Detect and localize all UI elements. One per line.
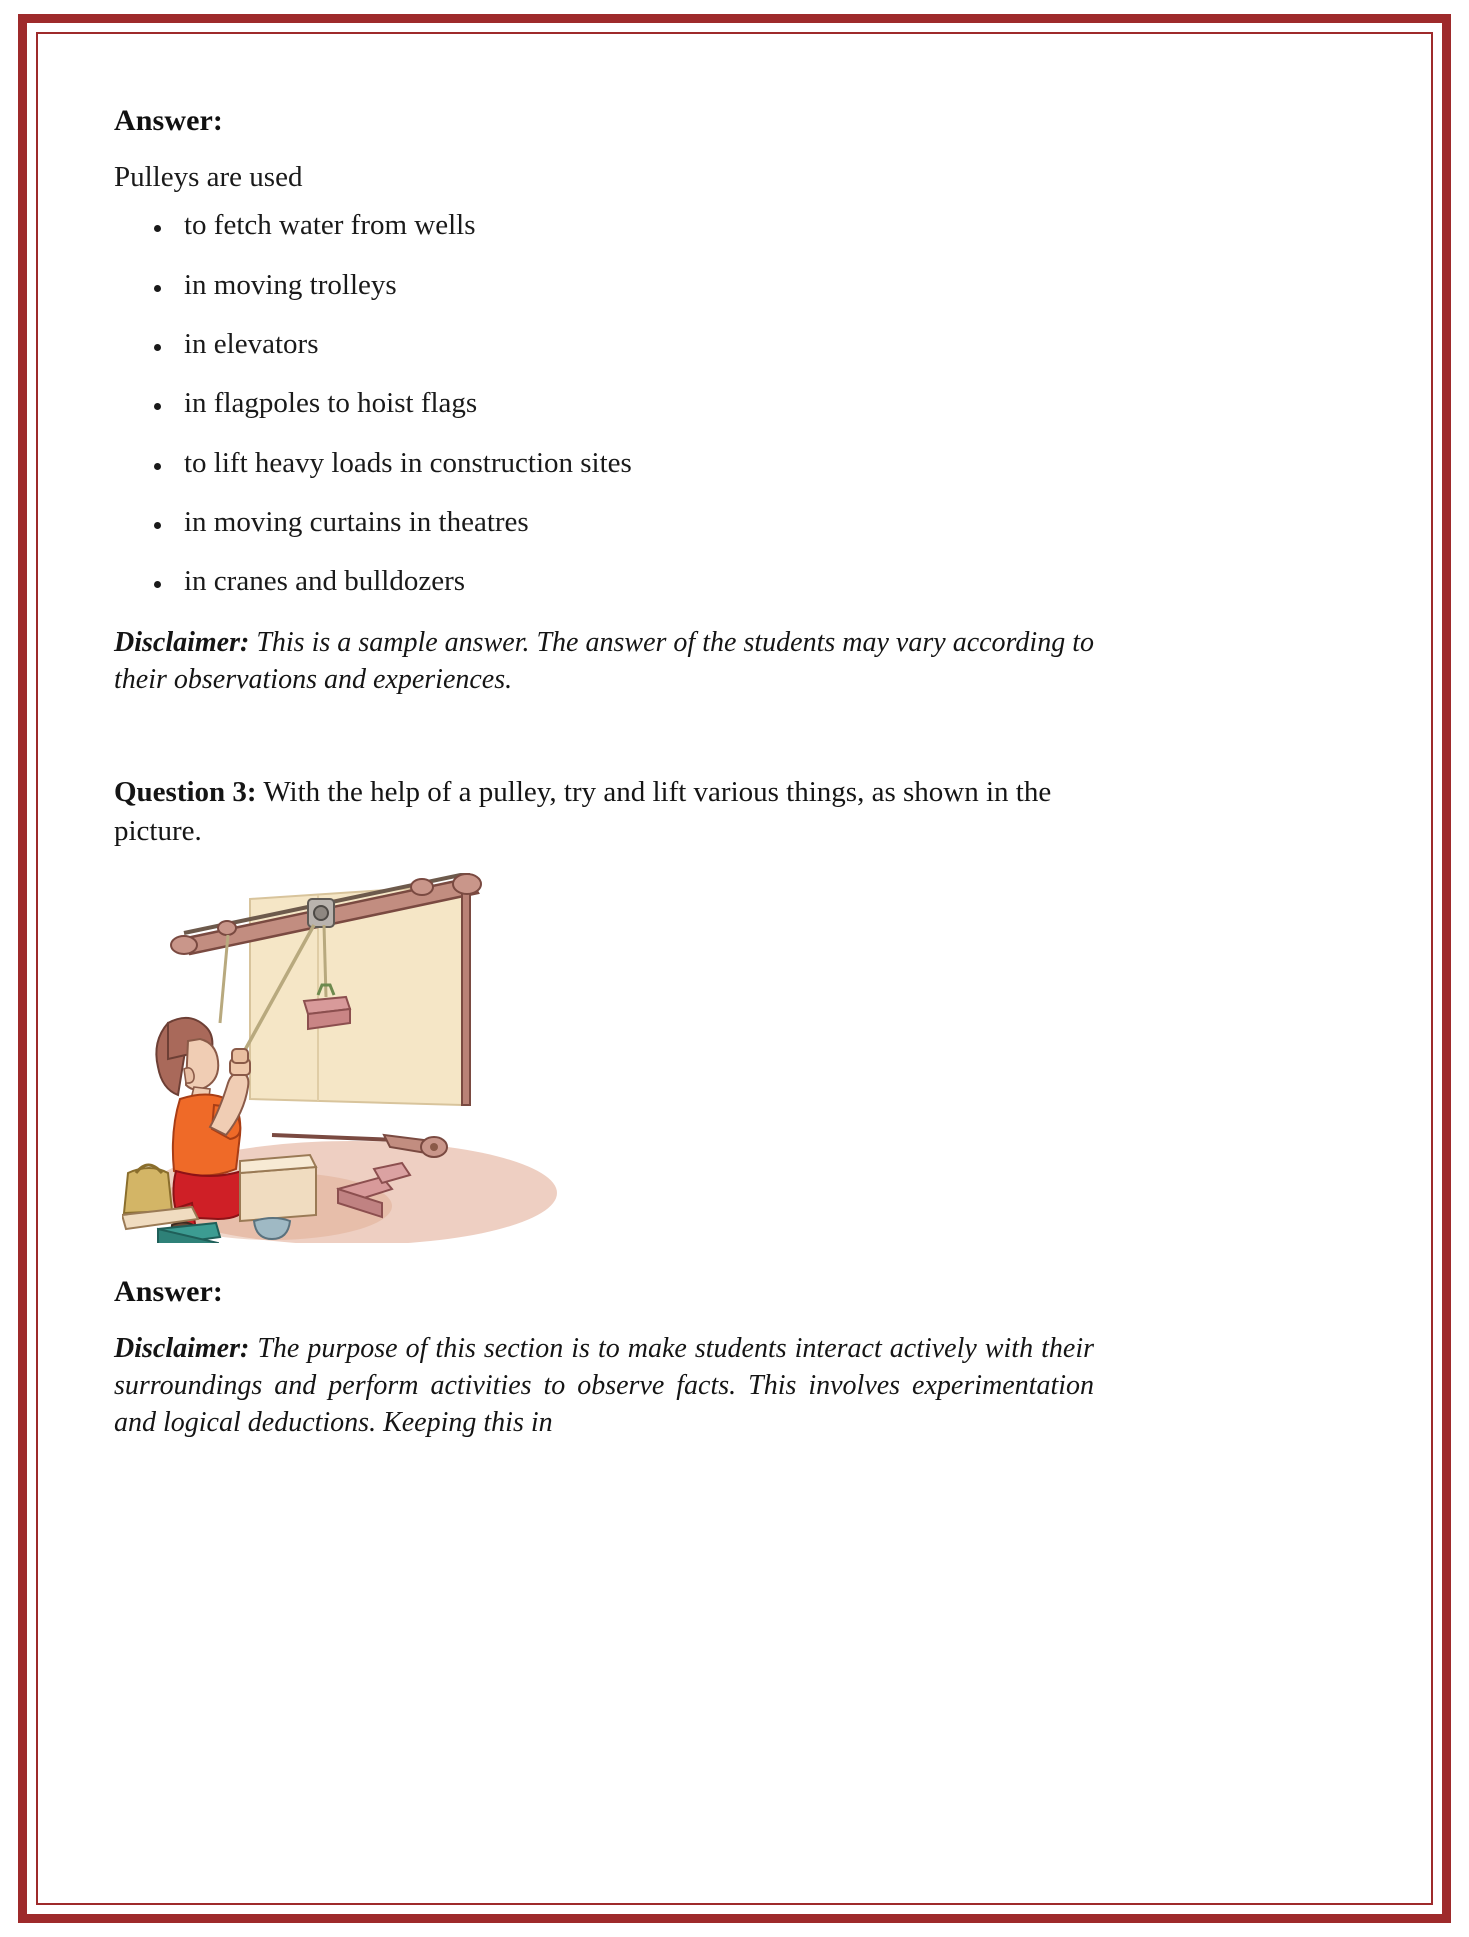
disclaimer-label: Disclaimer: [114, 626, 250, 658]
list-item-label: in elevators [184, 328, 319, 361]
list-item-label: in cranes and bulldozers [184, 565, 466, 598]
list-item-label: in flagpoles to hoist flags [184, 387, 478, 420]
disclaimer-label: Disclaimer: [114, 1332, 250, 1364]
disclaimer-paragraph-2 [114, 1331, 1094, 1442]
pulley-uses-list [114, 209, 1094, 598]
bullet-dot-icon [154, 463, 161, 470]
list-item-label: in moving curtains in theatres [184, 506, 529, 539]
list-item-label: to fetch water from wells [184, 209, 476, 242]
disclaimer-paragraph-1 [114, 625, 1094, 699]
list-item-label: in moving trolleys [184, 268, 397, 301]
answer-heading-2: Answer: [114, 1274, 224, 1308]
section-spacer [114, 699, 1094, 773]
list-item [114, 565, 1094, 598]
bullet-dot-icon [154, 522, 161, 529]
disclaimer-body: The purpose of this section is to make students interact actively with their surroundings and perform activities to observe facts. This involves experimentation and logical deductions. Keeping this in [114, 1332, 1094, 1438]
list-item [114, 506, 1094, 539]
bullet-dot-icon [154, 403, 161, 410]
question-3-label: Question 3: [114, 775, 257, 808]
answer-intro-text: Pulleys are used [114, 161, 303, 193]
list-item [114, 328, 1094, 361]
list-item [114, 209, 1094, 242]
pulley-activity-illustration [122, 873, 592, 1243]
disclaimer-body: This is a sample answer. The answer of the students may vary according to their observations and experiences. [114, 626, 1094, 695]
bullet-dot-icon [154, 344, 161, 351]
list-item [114, 447, 1094, 480]
list-item-label: to lift heavy loads in construction sites [184, 446, 632, 479]
bullet-dot-icon [154, 225, 161, 232]
figure-spacer [114, 1257, 1094, 1275]
list-item [114, 387, 1094, 420]
list-item [114, 269, 1094, 302]
answer-heading-1: Answer: [114, 104, 224, 137]
bullet-dot-icon [154, 581, 161, 588]
question-3-text: With the help of a pulley, try and lift various things, as shown in the picture. [114, 775, 1052, 847]
page-content [114, 104, 1094, 1442]
question-3-paragraph [114, 773, 1094, 851]
bullet-dot-icon [154, 285, 161, 292]
